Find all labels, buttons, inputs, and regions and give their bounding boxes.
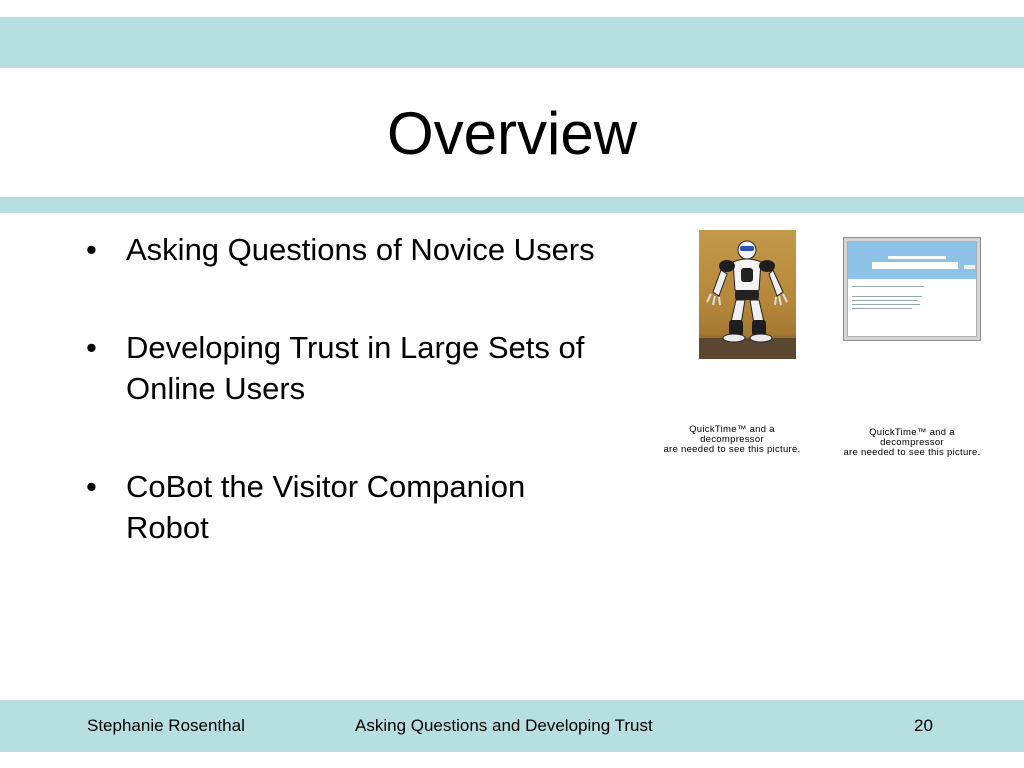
placeholder-line: are needed to see this picture. [663, 444, 801, 455]
bullet-text: Asking Questions of Novice Users [126, 232, 595, 267]
thumbnail-textbox [872, 262, 958, 269]
bullet-marker: • [86, 232, 97, 267]
footer-presentation-title: Asking Questions and Developing Trust [355, 716, 653, 735]
bullet-marker: • [86, 469, 97, 504]
thumbnail-text-line [852, 300, 918, 301]
thumbnail-page [847, 241, 977, 337]
bullet-marker: • [86, 330, 97, 365]
thumbnail-header [848, 242, 976, 279]
robot-photo [699, 230, 796, 359]
bullet-text: CoBot the Visitor Companion Robot [126, 469, 526, 545]
thumbnail-input [888, 256, 946, 259]
web-form-screenshot-thumbnail [843, 237, 981, 341]
thumbnail-button [964, 265, 975, 269]
bullet-text: Developing Trust in Large Sets of Online Users [126, 330, 585, 406]
placeholder-line: decompressor [880, 437, 944, 448]
bullet-item [86, 466, 616, 548]
missing-media-placeholder [646, 425, 818, 455]
bullet-list [86, 229, 616, 605]
thumbnail-text-line [852, 296, 922, 297]
placeholder-line: QuickTime™ and a [869, 427, 955, 438]
footer-author: Stephanie Rosenthal [87, 716, 245, 735]
title-divider-band [0, 197, 1024, 213]
thumbnail-text-line [852, 286, 924, 287]
placeholder-line: QuickTime™ and a [689, 424, 775, 435]
robot-figure-icon [699, 230, 796, 359]
placeholder-line: are needed to see this picture. [843, 447, 981, 458]
header-band [0, 17, 1024, 68]
bullet-item [86, 327, 616, 409]
missing-media-placeholder [840, 428, 984, 458]
placeholder-line: decompressor [700, 434, 764, 445]
slide-number: 20 [914, 716, 933, 735]
bullet-item [86, 229, 616, 270]
thumbnail-text-line [852, 304, 920, 305]
slide-title: Overview [386, 100, 638, 167]
thumbnail-text-line [852, 308, 912, 309]
